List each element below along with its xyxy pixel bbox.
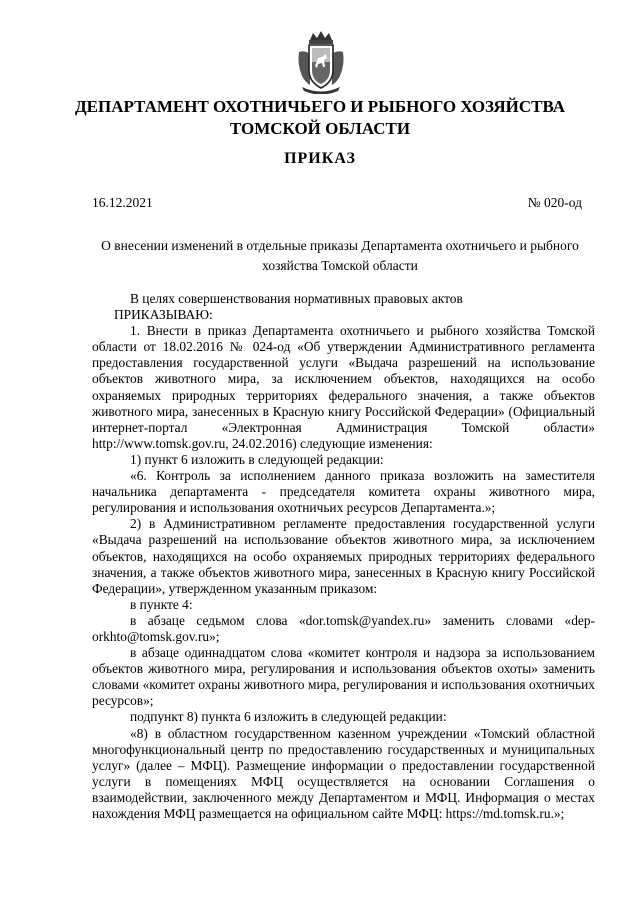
organization-name-line2: ТОМСКОЙ ОБЛАСТИ: [229, 119, 411, 138]
paragraph-email-change: в абзаце седьмом слова «dor.tomsk@yandex.ru» заменить словами «dep-orkhto@tomsk.gov.ru»;: [92, 612, 595, 644]
tomsk-oblast-coat-of-arms-icon: [296, 30, 346, 94]
paragraph-item-6-text: «6. Контроль за исполнением данного приказа возложить на заместителя начальника департамента - председателя комитета охраны животного мира, регулирования и использования охотничьих ресурсов Департамента.»;: [92, 468, 595, 516]
document-body: [92, 291, 595, 822]
paragraph-item-1-2: 2) в Административном регламенте предоставления государственной услуги «Выдача разрешений на использование объектов животного мира, за исключением объектов, находящихся на особо охраняемых природных территориях федерального значения, а также объектов животного мира, занесенных в Красную книгу Российской Федерации», утвержденном указанным приказом:: [92, 516, 595, 596]
paragraph-item-1: 1. Внести в приказ Департамента охотничьего и рыбного хозяйства Томской области от 18.02.2016 № 024-од «Об утверждении Административного регламента предоставления государственной услуги «Выдача разрешений на использование объектов животного мира, за исключением объектов, находящихся на особо охраняемых природных территориях федерального значения, а также объектов животного мира, занесенных в Красную книгу Российской Федерации» (Официальный интернет-портал «Электронная Администрация Томской области» http://www.tomsk.gov.ru, 24.02.2016) следующие изменения:: [92, 323, 595, 451]
paragraph-preamble: В целях совершенствования нормативных правовых актов: [130, 291, 463, 306]
paragraph-subpoint-8: подпункт 8) пункта 6 изложить в следующей редакции:: [130, 709, 447, 725]
document-number: № 020-од: [527, 195, 582, 210]
paragraph-committee-change: в абзаце одиннадцатом слова «комитет контроля и надзора за использованием объектов животного мира, регулирования и использования объектов охоты» заменить словами «комитет охраны животного мира, регулирования и использования охотничьих ресурсов»;: [92, 645, 595, 709]
document-type: ПРИКАЗ: [284, 150, 356, 167]
paragraph-order-word: ПРИКАЗЫВАЮ:: [114, 307, 213, 323]
paragraph-mfc-text: «8) в областном государственном казенном учреждении «Томский областной многофункциональный центр по предоставлению государственных и муниципальных услуг» (далее – МФЦ). Размещение информации о предоставлении государственной услуги в помещениях МФЦ осуществляется на основании Соглашения о взаимодействии, заключенного между Департаментом и МФЦ. Информация о местах нахождения МФЦ размещается на официальном сайте МФЦ: https://md.tomsk.ru.»;: [92, 725, 595, 821]
paragraph-item-1-1: 1) пункт 6 изложить в следующей редакции:: [130, 451, 384, 467]
paragraph-point-4: в пункте 4:: [130, 596, 193, 612]
subject-line2: хозяйства Томской области: [262, 258, 418, 273]
organization-name: [40, 96, 600, 140]
organization-name-line1: ДЕПАРТАМЕНТ ОХОТНИЧЬЕГО И РЫБНОГО ХОЗЯЙСТВА: [74, 97, 566, 116]
document-date: 16.12.2021: [92, 195, 153, 210]
subject-line1: О внесении изменений в отдельные приказы Департамента охотничьего и рыбного: [101, 238, 579, 253]
document-subject: [70, 236, 610, 276]
